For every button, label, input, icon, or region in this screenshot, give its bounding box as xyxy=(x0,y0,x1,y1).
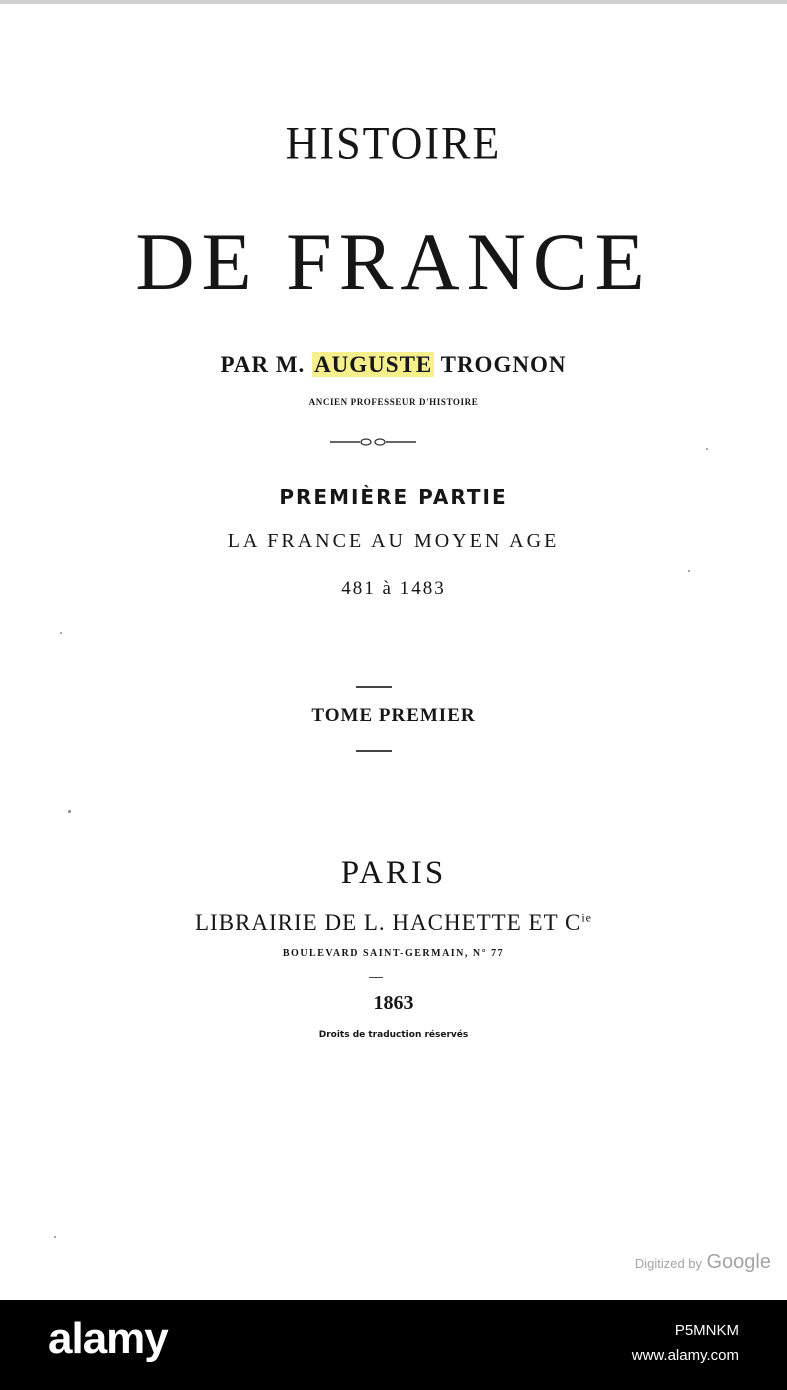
top-border xyxy=(0,0,787,4)
print-speck xyxy=(688,570,690,572)
volume-label: TOME PREMIER xyxy=(311,705,476,726)
rights-notice: Droits de traduction réservés xyxy=(318,1030,469,1040)
author-prefix: PAR M. xyxy=(220,352,306,377)
author-first-name-highlighted: AUGUSTE xyxy=(314,352,433,377)
digitized-by-google-watermark xyxy=(635,1251,771,1274)
image-id: P5MNKM xyxy=(674,1322,739,1339)
rule-lower xyxy=(356,750,392,752)
publication-year: 1863 xyxy=(373,992,414,1014)
print-speck xyxy=(60,632,62,634)
alamy-logo: alamy xyxy=(48,1314,168,1363)
rule-upper xyxy=(356,686,392,688)
title-line-2: DE FRANCE xyxy=(135,216,652,307)
ornament-divider xyxy=(330,434,416,450)
year-range: 481 à 1483 xyxy=(341,578,446,599)
part-subtitle: LA FRANCE AU MOYEN AGE xyxy=(227,530,560,552)
author-last-name: TROGNON xyxy=(440,352,567,377)
google-wordmark: Google xyxy=(706,1251,771,1273)
print-speck xyxy=(706,448,708,450)
title-line-1: HISTOIRE xyxy=(285,117,502,170)
publisher-address: BOULEVARD SAINT-GERMAIN, N° 77 xyxy=(282,948,505,959)
publisher-name: LIBRAIRIE DE L. HACHETTE ET C xyxy=(195,910,582,935)
digitized-prefix: Digitized by xyxy=(634,1256,703,1271)
author-line xyxy=(0,352,787,378)
publication-city: PARIS xyxy=(340,855,447,891)
print-speck xyxy=(54,1236,56,1238)
author-role: ANCIEN PROFESSEUR D'HISTOIRE xyxy=(308,397,479,407)
alamy-url: www.alamy.com xyxy=(631,1347,739,1364)
publisher-line xyxy=(0,910,787,936)
publisher-sup: ie xyxy=(581,910,592,925)
rule-small xyxy=(369,977,383,978)
print-speck xyxy=(68,810,71,813)
part-heading: PREMIÈRE PARTIE xyxy=(279,485,508,509)
